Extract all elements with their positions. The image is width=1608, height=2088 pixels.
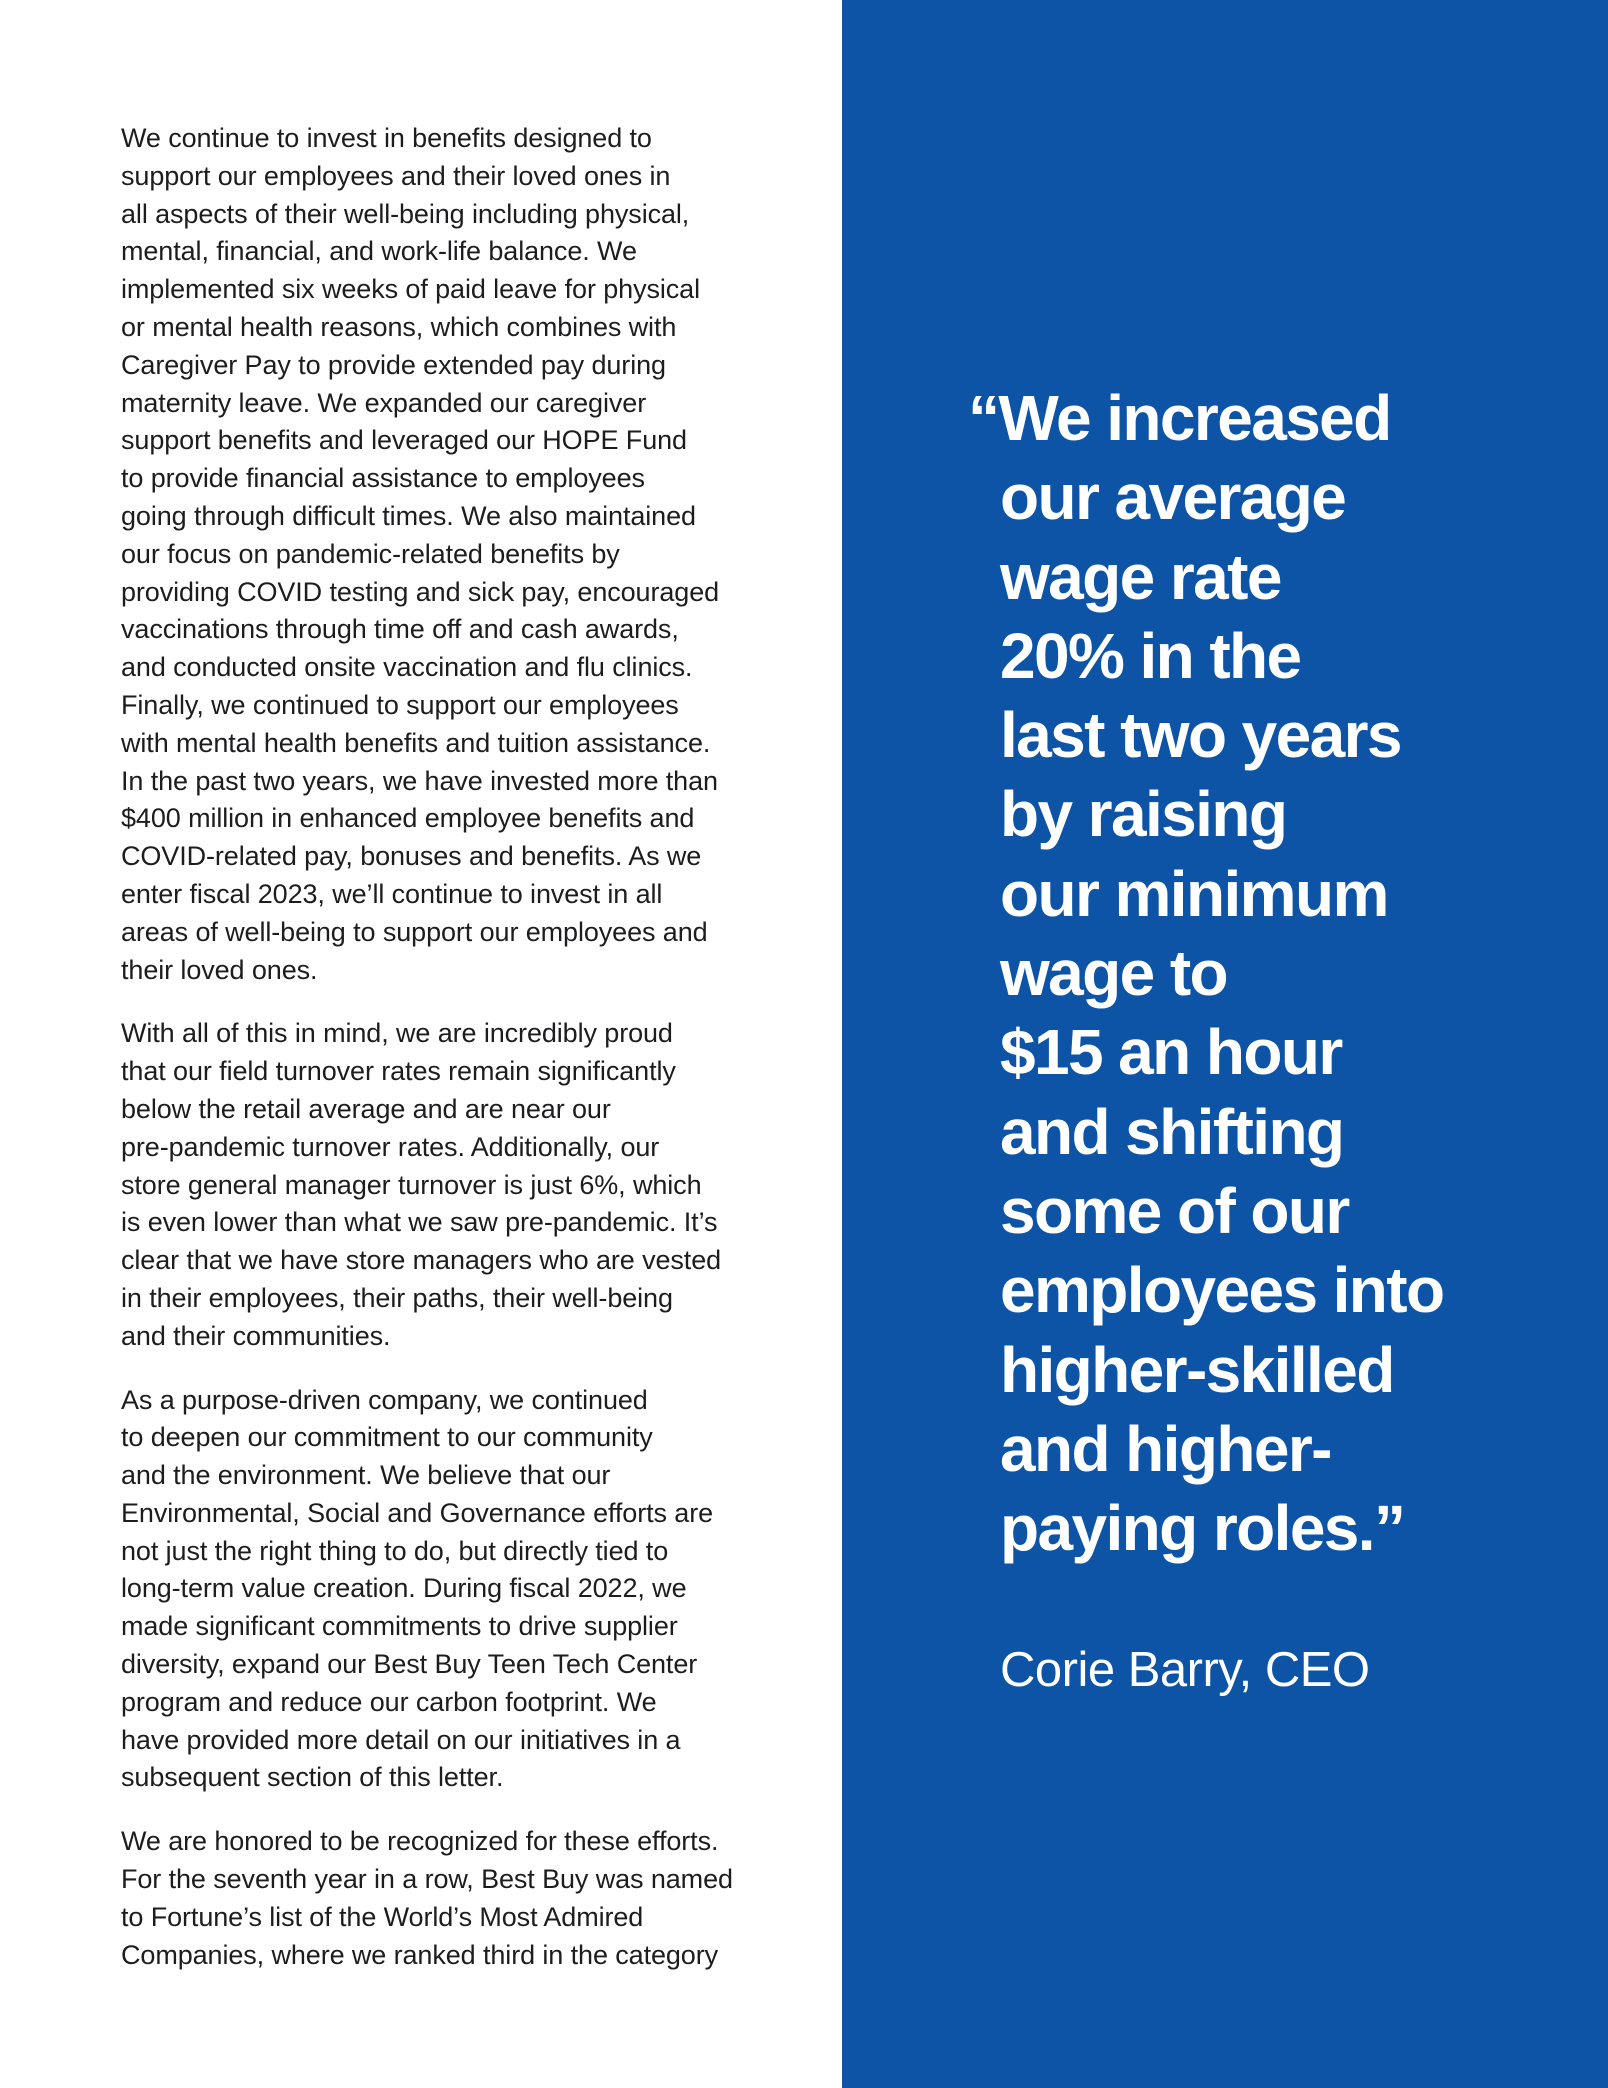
body-line: maternity leave. We expanded our caregiver <box>121 387 647 418</box>
body-line: and their communities. <box>121 1320 391 1351</box>
body-line: to Fortune’s list of the World’s Most Admired <box>121 1901 644 1932</box>
body-line: For the seventh year in a row, Best Buy was named <box>121 1864 733 1895</box>
body-line: our focus on pandemic-related benefits by <box>121 538 620 569</box>
quote-attribution: Corie Barry, CEO <box>1000 1643 1370 1697</box>
quote-line: wage to <box>1000 937 1228 1010</box>
body-line: their loved ones. <box>121 954 318 985</box>
body-line: that our field turnover rates remain significantly <box>121 1056 676 1087</box>
quote-line: “We increased <box>968 382 1391 454</box>
body-line: support benefits and leveraged our HOPE Fund <box>121 425 687 456</box>
body-line: support our employees and their loved ones in <box>121 160 671 191</box>
quote-line: our average <box>1000 461 1346 534</box>
body-line: With all of this in mind, we are incredibly proud <box>121 1018 673 1049</box>
quote-line: our minimum <box>1000 857 1388 930</box>
paragraph-turnover <box>121 1015 771 1355</box>
quote-line: by raising <box>1000 778 1287 851</box>
body-line: enter fiscal 2023, we’ll continue to invest in all <box>121 878 663 909</box>
body-line: subsequent section of this letter. <box>121 1762 504 1793</box>
paragraph-esg <box>121 1382 771 1798</box>
body-line: to deepen our commitment to our community <box>121 1422 653 1453</box>
body-line: Companies, where we ranked third in the category <box>121 1939 719 1970</box>
body-line: long-term value creation. During fiscal 2022, we <box>121 1573 687 1604</box>
quote-line: $15 an hour <box>1000 1016 1342 1089</box>
body-line: pre-pandemic turnover rates. Additionally, our <box>121 1131 660 1162</box>
body-line: is even lower than what we saw pre-pandemic. It’s <box>121 1207 718 1238</box>
body-line: going through difficult times. We also maintained <box>121 500 696 531</box>
pull-quote <box>968 379 1588 1568</box>
quote-line: wage rate <box>1000 540 1281 613</box>
body-line: mental, financial, and work-life balance. We <box>121 236 637 267</box>
paragraph-recognition <box>121 1823 771 1974</box>
quote-line: and shifting <box>1000 1095 1344 1168</box>
body-line: implemented six weeks of paid leave for physical <box>121 274 700 305</box>
body-line: diversity, expand our Best Buy Teen Tech Center <box>121 1649 698 1680</box>
body-line: In the past two years, we have invested more than <box>121 765 718 796</box>
quote-line: 20% in the <box>1000 619 1301 692</box>
body-text-column <box>121 120 771 2000</box>
body-line: with mental health benefits and tuition assistance. <box>121 727 711 758</box>
body-line: We are honored to be recognized for these efforts. <box>121 1826 719 1857</box>
body-line: program and reduce our carbon footprint. We <box>121 1686 657 1717</box>
body-line: vaccinations through time off and cash awards, <box>121 614 679 645</box>
paragraph-benefits <box>121 120 771 989</box>
body-line: and conducted onsite vaccination and flu clinics. <box>121 652 693 683</box>
body-line: have provided more detail on our initiatives in a <box>121 1724 681 1755</box>
body-line: Environmental, Social and Governance efforts are <box>121 1497 714 1528</box>
body-line: to provide financial assistance to employees <box>121 463 645 494</box>
quote-line: and higher- <box>1000 1412 1331 1485</box>
quote-line: some of our <box>1000 1174 1349 1247</box>
body-line: providing COVID testing and sick pay, encouraged <box>121 576 720 607</box>
body-line: or mental health reasons, which combines with <box>121 311 677 342</box>
body-line: not just the right thing to do, but directly tied to <box>121 1535 669 1566</box>
body-line: Finally, we continued to support our employees <box>121 689 679 720</box>
quote-line: paying roles.” <box>1000 1492 1405 1565</box>
body-line: store general manager turnover is just 6%, which <box>121 1169 702 1200</box>
quote-line: last two years <box>1000 699 1401 772</box>
body-line: below the retail average and are near our <box>121 1093 611 1124</box>
body-line: We continue to invest in benefits designed to <box>121 123 652 153</box>
body-line: clear that we have store managers who are vested <box>121 1245 722 1276</box>
quote-line: employees into <box>1000 1254 1444 1327</box>
body-line: all aspects of their well-being including physical, <box>121 198 690 229</box>
body-line: COVID-related pay, bonuses and benefits. As we <box>121 841 702 872</box>
quote-line: higher-skilled <box>1000 1333 1394 1406</box>
body-line: Caregiver Pay to provide extended pay during <box>121 349 666 380</box>
body-line: in their employees, their paths, their well-being <box>121 1282 673 1313</box>
body-line: areas of well-being to support our employees and <box>121 916 708 947</box>
body-line: and the environment. We believe that our <box>121 1460 611 1491</box>
body-line: made significant commitments to drive supplier <box>121 1611 678 1642</box>
body-line: As a purpose-driven company, we continued <box>121 1384 648 1415</box>
body-line: $400 million in enhanced employee benefits and <box>121 803 695 834</box>
